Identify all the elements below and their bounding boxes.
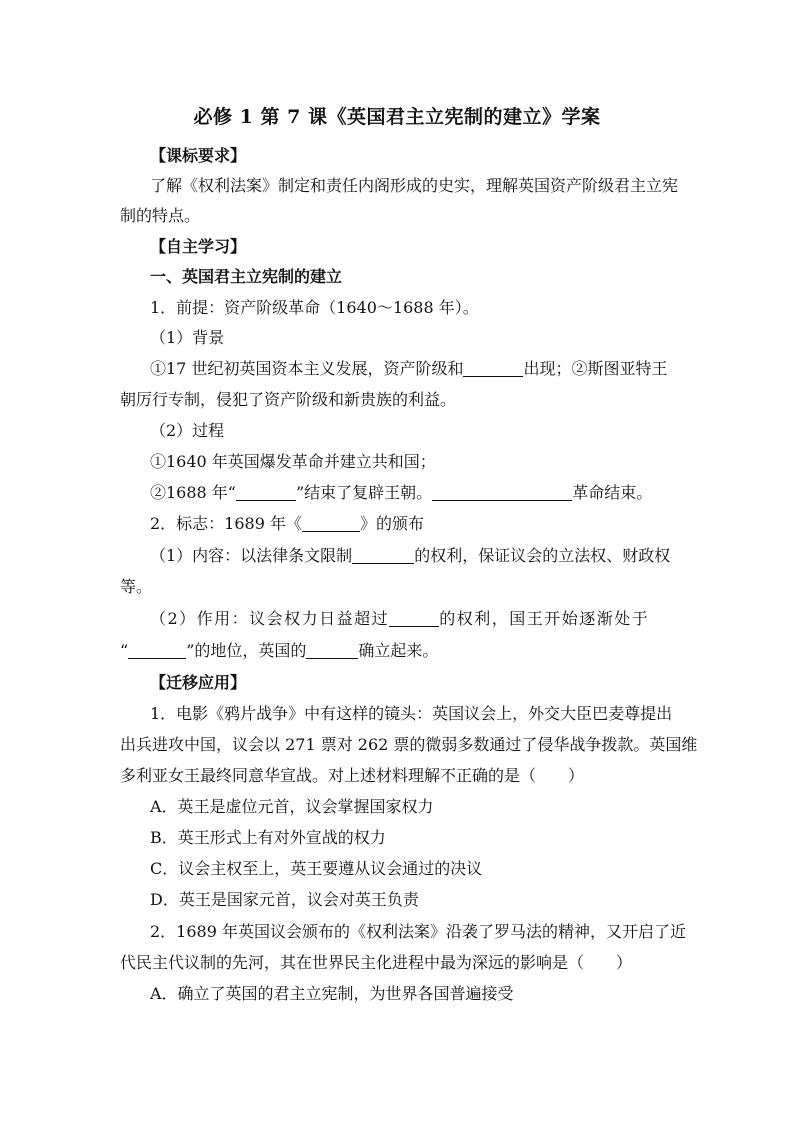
subsection-heading: 一、英国君主立宪制的建立 [150, 267, 343, 286]
process-line-2 [150, 483, 652, 503]
content-text-a: （1）内容：以法律条文限制 [150, 546, 353, 565]
background-line-2: 朝厉行专制，侵犯了资产阶级和新贵族的利益。 [120, 390, 457, 409]
premise-line: 1．前提：资产阶级革命（1640～1688 年）。 [150, 298, 479, 317]
section-heading-application: 【迁移应用】 [150, 673, 247, 692]
question-1-line-2: 出兵进攻中国，议会以 271 票对 262 票的微弱多数通过了侵华战争拨款。英国维 [120, 735, 698, 754]
content-text-b: 的权利，保证议会的立法权、财政权 [414, 546, 671, 565]
process-label: （2）过程 [150, 421, 225, 440]
marker-line [150, 514, 424, 534]
effect-text-c: “ [120, 641, 129, 660]
fill-blank-3[interactable] [432, 484, 572, 501]
question-1-line-3: 多利亚女王最终同意华宣战。对上述材料理解不正确的是（ ） [120, 766, 585, 785]
effect-line-1 [150, 609, 649, 629]
content-line-1 [150, 546, 670, 566]
fill-blank-7[interactable] [128, 642, 186, 659]
background-text-a: ①17 世纪初英国资本主义发展，资产阶级和 [150, 359, 464, 378]
question-2-line-1: 2．1689 年英国议会颁布的《权利法案》沿袭了罗马法的精神，又开启了近 [150, 922, 686, 941]
effect-text-a: （2）作用：议会权力日益超过 [150, 609, 390, 628]
effect-text-e: 确立起来。 [358, 641, 439, 660]
background-label: （1）背景 [150, 328, 225, 347]
process-text-a: ②1688 年“ [150, 483, 236, 502]
fill-blank-1[interactable] [463, 360, 523, 377]
background-line-1 [150, 359, 667, 379]
standards-text-line-1: 了解《权利法案》制定和责任内阁形成的史实，理解英国资产阶级君主立宪 [150, 176, 679, 195]
question-2-line-2: 代民主代议制的先河，其在世界民主化进程中最为深远的影响是（ ） [120, 953, 633, 972]
content-line-2: 等。 [120, 577, 153, 596]
effect-text-d: ”的地位，英国的 [186, 641, 307, 660]
fill-blank-5[interactable] [352, 547, 414, 564]
fill-blank-8[interactable] [306, 642, 358, 659]
question-1-line-1: 1．电影《鸦片战争》中有这样的镜头：英国议会上，外交大臣巴麦尊提出 [150, 704, 673, 723]
marker-text-a: 2．标志：1689 年《 [150, 514, 302, 533]
section-heading-standards: 【课标要求】 [150, 146, 247, 165]
marker-text-b: 》的颁布 [360, 514, 425, 533]
process-text-b: ”结束了复辟王朝。 [296, 483, 433, 502]
background-text-b: 出现；②斯图亚特王 [523, 359, 668, 378]
section-heading-self-study: 【自主学习】 [150, 237, 247, 256]
page-title: 必修 1 第 7 课《英国君主立宪制的建立》学案 [193, 106, 601, 128]
standards-text-line-2: 制的特点。 [120, 206, 201, 225]
fill-blank-4[interactable] [302, 515, 360, 532]
effect-line-2 [120, 641, 438, 661]
fill-blank-6[interactable] [389, 610, 439, 627]
question-1-option-c: C．议会主权至上，英王要遵从议会通过的决议 [150, 859, 483, 878]
question-2-option-a: A．确立了英国的君主立宪制，为世界各国普遍接受 [150, 984, 514, 1003]
process-line-1: ①1640 年英国爆发革命并建立共和国； [150, 452, 436, 471]
fill-blank-2[interactable] [236, 484, 296, 501]
question-1-option-a: A．英王是虚位元首，议会掌握国家权力 [150, 797, 434, 816]
process-text-c: 革命结束。 [572, 483, 653, 502]
effect-text-b: 的权利，国王开始逐渐处于 [439, 609, 650, 628]
question-1-option-b: B．英王形式上有对外宣战的权力 [150, 828, 386, 847]
question-1-option-d: D．英王是国家元首，议会对英王负责 [150, 890, 419, 909]
